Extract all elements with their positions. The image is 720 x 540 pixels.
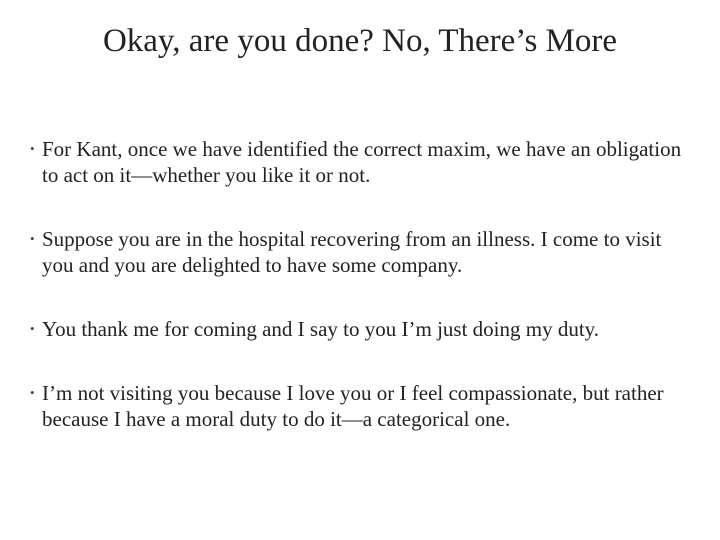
bullet-text: You thank me for coming and I say to you I’m just doing my duty. (42, 317, 600, 341)
bullet-icon: • (30, 231, 35, 246)
bullet-text: I’m not visiting you because I love you or I feel compassionate, but rather because I have a moral duty to do it—a categorical one. (42, 381, 664, 431)
bullet-item (30, 226, 690, 278)
bullet-item (30, 380, 690, 432)
bullet-item (30, 136, 690, 188)
bullet-item (30, 316, 690, 342)
bullet-text: For Kant, once we have identified the correct maxim, we have an obligation to act on it—whether you like it or not. (42, 137, 682, 187)
bullet-icon: • (30, 141, 35, 156)
slide-title: Okay, are you done? No, There’s More (102, 23, 618, 59)
bullet-text: Suppose you are in the hospital recovering from an illness. I come to visit you and you are delighted to have some company. (42, 227, 662, 277)
bullet-list (30, 136, 690, 432)
bullet-icon: • (30, 321, 35, 336)
bullet-icon: • (30, 385, 35, 400)
